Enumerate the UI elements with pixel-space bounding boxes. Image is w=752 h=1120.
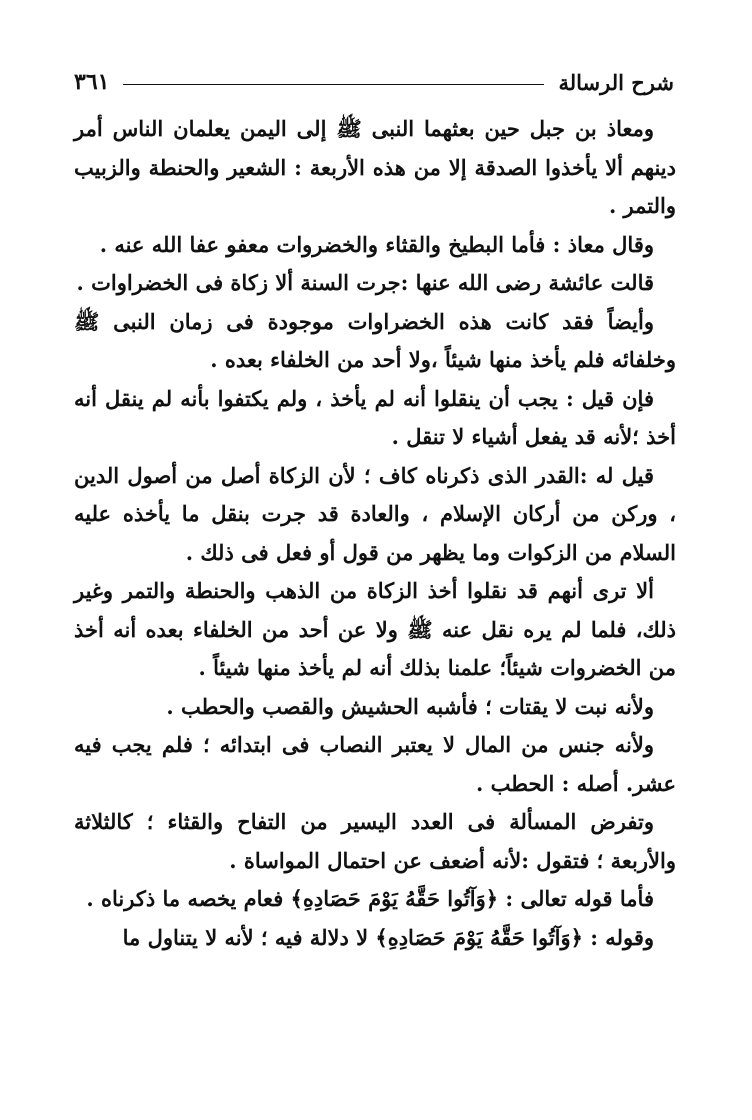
paragraph: ولأنه نبت لا يقتات ؛ فأشبه الحشيش والقصب والحطب .	[166, 693, 654, 719]
paragraph: وأيضاً فقد كانت هذه الخضراوات موجودة فى زمان النبى ﷺ وخلفائه فلم يأخذ منها شيئاً ،ولا أحد من الخلفاء بعده .	[74, 308, 676, 372]
paragraph: قالت عائشة رضى الله عنها :جرت السنة ألا زكاة فى الخضراوات .	[76, 270, 654, 295]
paragraph: ألا ترى أنهم قد نقلوا أخذ الزكاة من الذهب والحنطة والتمر وغير ذلك، فلما لم يره نقل عنه ﷺ ولا عن أحد من الخلفاء بعده أنه أخذ من الخضروات شيئاً؛ علمنا بذلك أنه لم يأخذ منها شيئاً .	[74, 578, 676, 680]
paragraph: وقوله : ﴿وَآتُوا حَقَّهُ يَوْمَ حَصَادِهِ﴾ لا دلالة فيه ؛ لأنه لا يتناول ما	[122, 924, 654, 950]
paragraph: ولأنه جنس من المال لا يعتبر النصاب فى ابتدائه ؛ فلم يجب فيه عشر. أصله : الحطب .	[74, 732, 676, 796]
paragraph: قيل له :القدر الذى ذكرناه كاف ؛ لأن الزكاة أصل من أصول الدين ، وركن من أركان الإسلام ، والعادة قد جرت بنقل ما يأخذه عليه السلام من الزكوات وما يظهر من قول أو فعل فى ذلك .	[74, 462, 676, 565]
paragraph: فأما قوله تعالى : ﴿وَآتُوا حَقَّهُ يَوْمَ حَصَادِهِ﴾ فعام يخصه ما ذكرناه .	[86, 886, 654, 911]
page-header	[74, 64, 674, 100]
paragraph: ومعاذ بن جبل حين بعثهما النبى ﷺ إلى اليمن يعلمان الناس أمر دينهم ألا يأخذوا الصدقة إلا من هذه الأربعة : الشعير والحنطة والزبيب والتمر .	[74, 116, 676, 218]
running-title: شرح الرسالة	[558, 69, 674, 95]
paragraph: فإن قيل : يجب أن ينقلوا أنه لم يأخذ ، ولم يكتفوا بأنه لم ينقل أنه أخذ ؛لأنه قد يفعل أشياء لا تنقل .	[74, 385, 676, 449]
paragraph: وقال معاذ : فأما البطيخ والقثاء والخضروات معفو عفا الله عنه .	[99, 231, 654, 257]
page-body	[74, 110, 676, 957]
header-rule	[123, 84, 544, 85]
page-number: ٣٦١	[74, 69, 110, 95]
paragraph: وتفرض المسألة فى العدد اليسير من التفاح والقثاء ؛ كالثلاثة والأربعة ؛ فتقول :لأنه أضعف عن احتمال المواساة .	[74, 809, 676, 873]
